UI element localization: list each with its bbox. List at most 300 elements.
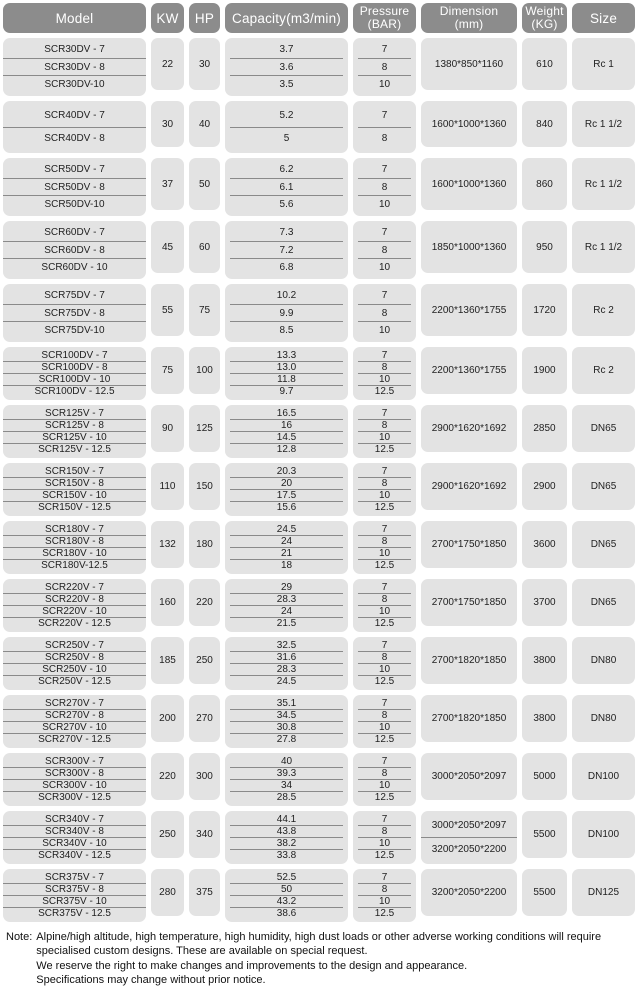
- model-cell-value: SCR375V - 7: [3, 872, 146, 884]
- model-cell: [3, 158, 146, 216]
- model-cell-value: SCR150V - 7: [3, 466, 146, 478]
- model-cell-value: SCR180V - 8: [3, 536, 146, 548]
- weight-cell: 2850: [522, 405, 567, 452]
- pressure-cell: [353, 811, 416, 864]
- pressure-cell-value: 10: [378, 325, 391, 337]
- dimension-cell: 2900*1620*1692: [421, 463, 517, 510]
- pressure-cell: [353, 637, 416, 690]
- model-cell-value: SCR340V - 12.5: [38, 850, 111, 861]
- size-cell: DN65: [572, 405, 635, 452]
- hp-cell: 150: [189, 463, 220, 510]
- size-cell: DN80: [572, 695, 635, 742]
- note-body: [36, 930, 624, 987]
- capacity-cell-value: 50: [230, 884, 343, 896]
- capacity-cell-value: 18: [280, 560, 293, 571]
- model-cell-value: SCR270V - 7: [3, 698, 146, 710]
- model-cell-value: SCR375V - 8: [3, 884, 146, 896]
- capacity-cell-value: 34.5: [230, 710, 343, 722]
- pressure-cell: [353, 38, 416, 96]
- column-header-label: (KG): [531, 17, 558, 31]
- capacity-cell-value: 24: [230, 606, 343, 618]
- pressure-cell-value: 7: [358, 466, 411, 478]
- model-cell-value: SCR60DV - 10: [41, 262, 108, 274]
- model-cell: [3, 753, 146, 806]
- note-prefix: Note:: [6, 931, 33, 943]
- model-cell-value: SCR60DV - 8: [3, 242, 146, 260]
- capacity-cell-value: 8.5: [279, 325, 294, 337]
- capacity-cell-value: 6.1: [230, 179, 343, 197]
- pressure-cell: [353, 101, 416, 153]
- column-header-size: [572, 3, 635, 33]
- model-cell-value: SCR30DV-10: [44, 79, 105, 91]
- model-cell-value: SCR250V - 7: [3, 640, 146, 652]
- model-cell-value: SCR220V - 10: [3, 606, 146, 618]
- capacity-cell-value: 40: [230, 756, 343, 768]
- pressure-cell-value: 8: [358, 826, 411, 838]
- capacity-cell-value: 10.2: [230, 287, 343, 305]
- hp-cell: 220: [189, 579, 220, 626]
- model-cell-value: SCR125V - 10: [3, 432, 146, 444]
- model-cell-value: SCR40DV - 7: [3, 104, 146, 128]
- capacity-cell-value: 14.5: [230, 432, 343, 444]
- model-cell-value: SCR100DV - 7: [3, 350, 146, 362]
- pressure-cell-value: 8: [358, 179, 411, 197]
- pressure-cell-value: 8: [358, 305, 411, 323]
- hp-cell: 30: [189, 38, 220, 90]
- capacity-cell-value: 38.6: [276, 908, 297, 919]
- capacity-cell-value: 20.3: [230, 466, 343, 478]
- model-cell-value: SCR125V - 7: [3, 408, 146, 420]
- model-cell-value: SCR340V - 10: [3, 838, 146, 850]
- weight-cell: 3700: [522, 579, 567, 626]
- kw-cell: 55: [151, 284, 184, 336]
- kw-cell: 200: [151, 695, 184, 742]
- pressure-cell: [353, 158, 416, 216]
- dimension-cell: [421, 811, 517, 864]
- note-line: Alpine/high altitude, high temperature, high humidity, high dust loads or other adverse working conditions will require specialised custom designs. These are available on special request.: [36, 931, 602, 958]
- capacity-cell-value: 9.7: [279, 386, 294, 397]
- column-header-hp: [189, 3, 220, 33]
- model-cell: [3, 101, 146, 153]
- model-cell-value: SCR180V - 10: [3, 548, 146, 560]
- pressure-cell-value: 12.5: [374, 734, 395, 745]
- capacity-cell-value: 39.3: [230, 768, 343, 780]
- model-cell-value: SCR270V - 10: [3, 722, 146, 734]
- capacity-cell-value: 29: [230, 582, 343, 594]
- dimension-cell: 2900*1620*1692: [421, 405, 517, 452]
- weight-cell: 3600: [522, 521, 567, 568]
- kw-cell: 185: [151, 637, 184, 684]
- size-cell: Rc 2: [572, 347, 635, 394]
- capacity-cell-value: 27.8: [276, 734, 297, 745]
- dimension-cell: 1380*850*1160: [421, 38, 517, 90]
- pressure-cell: [353, 869, 416, 922]
- model-cell: [3, 811, 146, 864]
- weight-cell: 5000: [522, 753, 567, 800]
- capacity-cell-value: 15.6: [276, 502, 297, 513]
- capacity-cell: [225, 869, 348, 922]
- pressure-cell-value: 7: [358, 640, 411, 652]
- hp-cell: 375: [189, 869, 220, 916]
- dimension-cell: 1600*1000*1360: [421, 101, 517, 147]
- dimension-cell-value: 3200*2050*2200: [431, 844, 507, 855]
- column-header-weight: [522, 3, 567, 33]
- pressure-cell-value: 8: [358, 59, 411, 77]
- model-cell-value: SCR30DV - 7: [3, 41, 146, 59]
- pressure-cell-value: 7: [358, 161, 411, 179]
- column-header-label: Capacity(m3/min): [232, 10, 341, 26]
- hp-cell: 300: [189, 753, 220, 800]
- capacity-cell-value: 43.2: [230, 896, 343, 908]
- model-cell: [3, 695, 146, 748]
- pressure-cell-value: 10: [358, 374, 411, 386]
- capacity-cell: [225, 158, 348, 216]
- hp-cell: 270: [189, 695, 220, 742]
- capacity-cell: [225, 521, 348, 574]
- model-cell-value: SCR75DV - 7: [3, 287, 146, 305]
- model-cell-value: SCR100DV - 12.5: [34, 386, 115, 397]
- weight-cell: 950: [522, 221, 567, 273]
- capacity-cell-value: 28.5: [276, 792, 297, 803]
- model-cell-value: SCR180V-12.5: [41, 560, 108, 571]
- size-cell: DN100: [572, 811, 635, 858]
- hp-cell: 180: [189, 521, 220, 568]
- pressure-cell-value: 7: [358, 224, 411, 242]
- note: [0, 922, 638, 987]
- kw-cell: 220: [151, 753, 184, 800]
- pressure-cell-value: 10: [378, 79, 391, 91]
- model-cell-value: SCR75DV-10: [44, 325, 105, 337]
- capacity-cell: [225, 101, 348, 153]
- kw-cell: 22: [151, 38, 184, 90]
- model-cell-value: SCR270V - 12.5: [38, 734, 111, 745]
- kw-cell: 75: [151, 347, 184, 394]
- pressure-cell: [353, 405, 416, 458]
- pressure-cell-value: 8: [358, 362, 411, 374]
- model-cell-value: SCR340V - 7: [3, 814, 146, 826]
- capacity-cell-value: 9.9: [230, 305, 343, 323]
- size-cell: Rc 1 1/2: [572, 221, 635, 273]
- column-header-kw: [151, 3, 184, 33]
- size-cell: DN80: [572, 637, 635, 684]
- pressure-cell-value: 12.5: [374, 792, 395, 803]
- model-cell-value: SCR300V - 10: [3, 780, 146, 792]
- capacity-cell-value: 43.8: [230, 826, 343, 838]
- weight-cell: 2900: [522, 463, 567, 510]
- model-cell: [3, 637, 146, 690]
- model-cell-value: SCR100DV - 10: [3, 374, 146, 386]
- dimension-cell: 2700*1820*1850: [421, 637, 517, 684]
- capacity-cell-value: 11.8: [230, 374, 343, 386]
- pressure-cell: [353, 463, 416, 516]
- weight-cell: 610: [522, 38, 567, 90]
- model-cell-value: SCR300V - 8: [3, 768, 146, 780]
- model-cell: [3, 405, 146, 458]
- capacity-cell: [225, 695, 348, 748]
- capacity-cell-value: 7.3: [230, 224, 343, 242]
- pressure-cell-value: 8: [358, 536, 411, 548]
- dimension-cell: 1600*1000*1360: [421, 158, 517, 210]
- model-cell-value: SCR250V - 12.5: [38, 676, 111, 687]
- model-cell-value: SCR300V - 7: [3, 756, 146, 768]
- column-header-dimension: [421, 3, 517, 33]
- pressure-cell-value: 8: [358, 768, 411, 780]
- capacity-cell-value: 30.8: [230, 722, 343, 734]
- size-cell: Rc 1 1/2: [572, 158, 635, 210]
- dimension-cell: 3000*2050*2097: [421, 753, 517, 800]
- pressure-cell-value: 8: [358, 420, 411, 432]
- size-cell: DN125: [572, 869, 635, 916]
- pressure-cell: [353, 221, 416, 279]
- pressure-cell-value: 12.5: [374, 850, 395, 861]
- capacity-cell-value: 21: [230, 548, 343, 560]
- pressure-cell-value: 8: [358, 884, 411, 896]
- pressure-cell-value: 7: [358, 872, 411, 884]
- size-cell: Rc 1 1/2: [572, 101, 635, 147]
- pressure-cell-value: 7: [358, 814, 411, 826]
- dimension-cell: 2200*1360*1755: [421, 347, 517, 394]
- pressure-cell-value: 10: [358, 896, 411, 908]
- model-cell-value: SCR125V - 8: [3, 420, 146, 432]
- model-cell-value: SCR340V - 8: [3, 826, 146, 838]
- model-cell-value: SCR220V - 7: [3, 582, 146, 594]
- capacity-cell-value: 12.8: [276, 444, 297, 455]
- kw-cell: 160: [151, 579, 184, 626]
- pressure-cell-value: 7: [358, 350, 411, 362]
- model-cell: [3, 869, 146, 922]
- capacity-cell-value: 31.6: [230, 652, 343, 664]
- dimension-cell: 3200*2050*2200: [421, 869, 517, 916]
- pressure-cell-value: 12.5: [374, 386, 395, 397]
- model-cell-value: SCR220V - 12.5: [38, 618, 111, 629]
- column-header-label: HP: [194, 10, 215, 26]
- column-header-label: Model: [55, 10, 94, 26]
- model-cell-value: SCR180V - 7: [3, 524, 146, 536]
- model-cell: [3, 221, 146, 279]
- hp-cell: 75: [189, 284, 220, 336]
- model-cell-value: SCR375V - 10: [3, 896, 146, 908]
- pressure-cell-value: 8: [358, 594, 411, 606]
- pressure-cell-value: 10: [378, 262, 391, 274]
- capacity-cell-value: 7.2: [230, 242, 343, 260]
- pressure-cell-value: 7: [358, 287, 411, 305]
- weight-cell: 5500: [522, 869, 567, 916]
- pressure-cell: [353, 284, 416, 342]
- capacity-cell-value: 5.6: [279, 199, 294, 211]
- capacity-cell-value: 21.5: [276, 618, 297, 629]
- kw-cell: 90: [151, 405, 184, 452]
- column-header-label: Pressure: [359, 3, 410, 18]
- model-cell-value: SCR60DV - 7: [3, 224, 146, 242]
- capacity-cell-value: 3.6: [230, 59, 343, 77]
- capacity-cell-value: 20: [230, 478, 343, 490]
- kw-cell: 110: [151, 463, 184, 510]
- model-cell-value: SCR220V - 8: [3, 594, 146, 606]
- kw-cell: 45: [151, 221, 184, 273]
- model-cell-value: SCR300V - 12.5: [38, 792, 111, 803]
- kw-cell: 250: [151, 811, 184, 858]
- pressure-cell-value: 10: [358, 838, 411, 850]
- model-cell-value: SCR50DV - 7: [3, 161, 146, 179]
- capacity-cell: [225, 579, 348, 632]
- pressure-cell-value: 10: [358, 722, 411, 734]
- pressure-cell-value: 7: [358, 524, 411, 536]
- model-cell-value: SCR150V - 8: [3, 478, 146, 490]
- hp-cell: 60: [189, 221, 220, 273]
- size-cell: DN100: [572, 753, 635, 800]
- note-line: We reserve the right to make changes and improvements to the design and appearance.: [36, 959, 468, 972]
- capacity-cell: [225, 38, 348, 96]
- model-cell-value: SCR375V - 12.5: [38, 908, 111, 919]
- weight-cell: 1720: [522, 284, 567, 336]
- model-cell: [3, 579, 146, 632]
- pressure-cell-value: 12.5: [374, 502, 395, 513]
- pressure-cell-value: 10: [358, 606, 411, 618]
- pressure-cell: [353, 347, 416, 400]
- capacity-cell: [225, 284, 348, 342]
- model-cell-value: SCR150V - 10: [3, 490, 146, 502]
- column-header-capacity: [225, 3, 348, 33]
- model-cell-value: SCR75DV - 8: [3, 305, 146, 323]
- model-cell: [3, 38, 146, 96]
- pressure-cell-value: 12.5: [374, 618, 395, 629]
- model-cell: [3, 284, 146, 342]
- kw-cell: 30: [151, 101, 184, 147]
- dimension-cell: 2200*1360*1755: [421, 284, 517, 336]
- pressure-cell-value: 8: [358, 652, 411, 664]
- capacity-cell-value: 52.5: [230, 872, 343, 884]
- capacity-cell: [225, 753, 348, 806]
- pressure-cell-value: 8: [358, 242, 411, 260]
- capacity-cell: [225, 463, 348, 516]
- pressure-cell: [353, 521, 416, 574]
- capacity-cell-value: 28.3: [230, 594, 343, 606]
- kw-cell: 280: [151, 869, 184, 916]
- capacity-cell-value: 24.5: [230, 524, 343, 536]
- pressure-cell-value: 12.5: [374, 908, 395, 919]
- capacity-cell-value: 34: [230, 780, 343, 792]
- capacity-cell-value: 13.3: [230, 350, 343, 362]
- pressure-cell-value: 10: [358, 780, 411, 792]
- weight-cell: 1900: [522, 347, 567, 394]
- pressure-cell-value: 8: [358, 478, 411, 490]
- size-cell: Rc 2: [572, 284, 635, 336]
- model-cell-value: SCR100DV - 8: [3, 362, 146, 374]
- capacity-cell-value: 16: [230, 420, 343, 432]
- dimension-cell: 2700*1750*1850: [421, 579, 517, 626]
- capacity-cell: [225, 221, 348, 279]
- capacity-cell-value: 5.2: [230, 104, 343, 128]
- capacity-cell-value: 13.0: [230, 362, 343, 374]
- pressure-cell: [353, 695, 416, 748]
- size-cell: DN65: [572, 521, 635, 568]
- pressure-cell-value: 8: [381, 133, 388, 145]
- pressure-cell-value: 7: [358, 756, 411, 768]
- pressure-cell-value: 12.5: [374, 444, 395, 455]
- pressure-cell-value: 12.5: [374, 676, 395, 687]
- capacity-cell-value: 24: [230, 536, 343, 548]
- dimension-cell: 2700*1820*1850: [421, 695, 517, 742]
- size-cell: DN65: [572, 463, 635, 510]
- kw-cell: 132: [151, 521, 184, 568]
- capacity-cell-value: 6.2: [230, 161, 343, 179]
- capacity-cell-value: 5: [283, 133, 290, 145]
- column-header-label: Dimension: [439, 3, 499, 18]
- column-header-label: KW: [156, 10, 179, 26]
- column-header-model: [3, 3, 146, 33]
- capacity-cell-value: 17.5: [230, 490, 343, 502]
- weight-cell: 3800: [522, 637, 567, 684]
- model-cell: [3, 347, 146, 400]
- capacity-cell: [225, 347, 348, 400]
- column-header-label: Weight: [525, 3, 564, 18]
- hp-cell: 50: [189, 158, 220, 210]
- weight-cell: 3800: [522, 695, 567, 742]
- capacity-cell-value: 6.8: [279, 262, 294, 274]
- model-cell: [3, 463, 146, 516]
- pressure-cell-value: 10: [358, 432, 411, 444]
- capacity-cell-value: 24.5: [276, 676, 297, 687]
- pressure-cell-value: 7: [358, 41, 411, 59]
- capacity-cell: [225, 405, 348, 458]
- pressure-cell-value: 10: [358, 548, 411, 560]
- model-cell-value: SCR250V - 8: [3, 652, 146, 664]
- model-cell-value: SCR125V - 12.5: [38, 444, 111, 455]
- pressure-cell: [353, 579, 416, 632]
- model-cell-value: SCR30DV - 8: [3, 59, 146, 77]
- capacity-cell-value: 3.5: [279, 79, 294, 91]
- dimension-cell: 1850*1000*1360: [421, 221, 517, 273]
- model-cell-value: SCR250V - 10: [3, 664, 146, 676]
- column-header-label: (BAR): [367, 17, 402, 31]
- column-header-label: (mm): [454, 17, 484, 31]
- model-cell-value: SCR50DV-10: [44, 199, 105, 211]
- model-cell-value: SCR40DV - 8: [44, 133, 105, 145]
- column-header-label: Size: [589, 10, 618, 26]
- pressure-cell-value: 7: [358, 408, 411, 420]
- model-cell-value: SCR150V - 12.5: [38, 502, 111, 513]
- capacity-cell-value: 3.7: [230, 41, 343, 59]
- dimension-cell-value: 3000*2050*2097: [421, 814, 517, 838]
- note-line: Specifications may change without prior notice.: [36, 973, 266, 986]
- column-header-pressure: [353, 3, 416, 33]
- hp-cell: 125: [189, 405, 220, 452]
- pressure-cell-value: 10: [358, 490, 411, 502]
- hp-cell: 250: [189, 637, 220, 684]
- capacity-cell-value: 33.8: [276, 850, 297, 861]
- pressure-cell-value: 7: [358, 104, 411, 128]
- dimension-cell: 2700*1750*1850: [421, 521, 517, 568]
- pressure-cell-value: 8: [358, 710, 411, 722]
- capacity-cell-value: 32.5: [230, 640, 343, 652]
- capacity-cell: [225, 811, 348, 864]
- hp-cell: 340: [189, 811, 220, 858]
- pressure-cell-value: 7: [358, 698, 411, 710]
- pressure-cell-value: 7: [358, 582, 411, 594]
- weight-cell: 5500: [522, 811, 567, 858]
- capacity-cell-value: 38.2: [230, 838, 343, 850]
- capacity-cell: [225, 637, 348, 690]
- pressure-cell-value: 10: [358, 664, 411, 676]
- hp-cell: 100: [189, 347, 220, 394]
- capacity-cell-value: 35.1: [230, 698, 343, 710]
- weight-cell: 840: [522, 101, 567, 147]
- pressure-cell: [353, 753, 416, 806]
- kw-cell: 37: [151, 158, 184, 210]
- hp-cell: 40: [189, 101, 220, 147]
- capacity-cell-value: 28.3: [230, 664, 343, 676]
- weight-cell: 860: [522, 158, 567, 210]
